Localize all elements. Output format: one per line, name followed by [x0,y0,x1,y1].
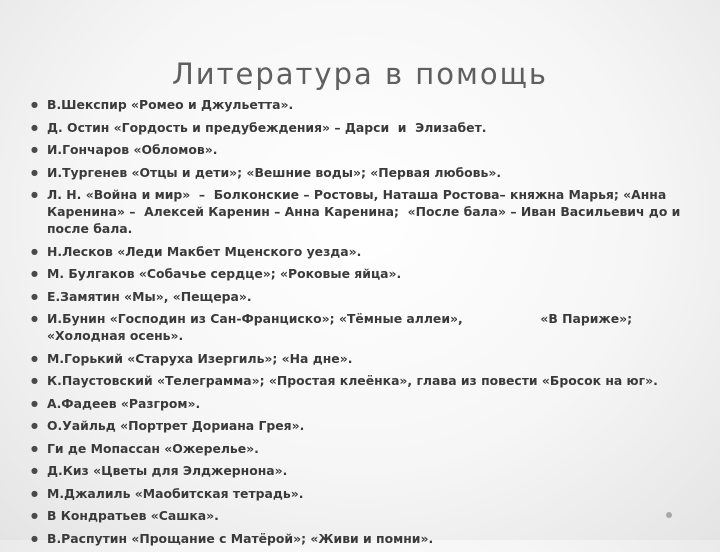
list-item-text: А.Фадеев «Разгром». [47,395,201,411]
bullet-icon: ● [31,314,38,323]
list-item-text: Е.Замятин «Мы», «Пещера». [47,288,252,304]
list-item-text: В.Распутин «Прощание с Матёрой»; «Живи и помни». [47,530,434,546]
decorative-dot-icon [666,512,672,518]
list-item [31,243,693,260]
list-item [31,310,693,344]
bullet-icon: ● [31,145,38,154]
list-item-text: Д.Киз «Цветы для Элджернона». [47,463,288,478]
bullet-icon: ● [31,376,38,385]
bullet-icon: ● [31,122,38,132]
bullet-icon: ● [31,488,38,498]
list-item [31,164,693,181]
list-item-text: М.Джалиль «Маобитская тетрадь». [47,485,304,501]
list-item-text: М. Булгаков «Собачье сердце»; «Роковые яйца». [47,266,402,281]
list-item-text: И.Гончаров «Обломов». [47,142,218,157]
bullet-icon: ● [31,421,38,430]
bullet-icon: ● [31,291,38,301]
list-item [31,119,693,136]
bullet-icon: ● [31,167,38,177]
bullet-icon: ● [31,511,38,520]
list-item-text: Н.Лесков «Леди Макбет Мценского уезда». [47,243,362,259]
list-item [31,372,693,389]
list-item [31,485,693,502]
list-item-text: Ги де Мопассан «Ожерелье». [47,440,259,456]
bullet-icon: ● [31,190,38,199]
bullet-icon: ● [31,466,38,475]
list-item-text: Л. Н. «Война и мир» – Болконские – Ростовы, Наташа Ростова– княжна Марья; «Анна Каренина» – Алексей Каренин – Анна Каренина; «После бала» – Иван Васильевич до и после бала. [47,187,685,236]
bullet-icon: ● [31,246,38,256]
bullet-icon: ● [31,443,38,453]
list-item [31,462,693,479]
bullet-icon: ● [31,533,38,543]
list-item [31,417,693,434]
list-item [31,350,693,367]
list-item-text: В Кондратьев «Сашка». [47,508,219,523]
list-item [31,530,693,547]
list-item-text: И.Тургенев «Отцы и дети»; «Вешние воды»; «Первая любовь». [47,164,502,180]
list-item [31,288,693,305]
list-item [31,395,693,412]
list-item-text: М.Горький «Старуха Изергиль»; «На дне». [47,350,353,366]
list-item [31,186,693,237]
bullet-icon: ● [31,353,38,363]
bullet-icon: ● [31,100,38,109]
list-item [31,440,693,457]
list-item-text: О.Уайльд «Портрет Дориана Грея». [47,418,305,433]
list-item-text: В.Шекспир «Ромео и Джульетта». [47,97,294,112]
bullet-icon: ● [31,269,38,278]
bullet-icon: ● [31,398,38,408]
literature-list [31,96,693,552]
list-item [31,96,693,113]
list-item [31,507,693,524]
list-item-text: И.Бунин «Господин из Сан-Франциско»; «Тёмные аллеи», «В Париже»; «Холодная осень». [47,311,637,343]
list-item-text: Д. Остин «Гордость и предубеждения» – Дарси и Элизабет. [47,119,487,135]
list-item [31,265,693,282]
list-item-text: К.Паустовский «Телеграмма»; «Простая клеёнка», глава из повести «Бросок на юг». [47,373,658,388]
list-item [31,141,693,158]
slide-title: Литература в помощь [171,57,549,91]
